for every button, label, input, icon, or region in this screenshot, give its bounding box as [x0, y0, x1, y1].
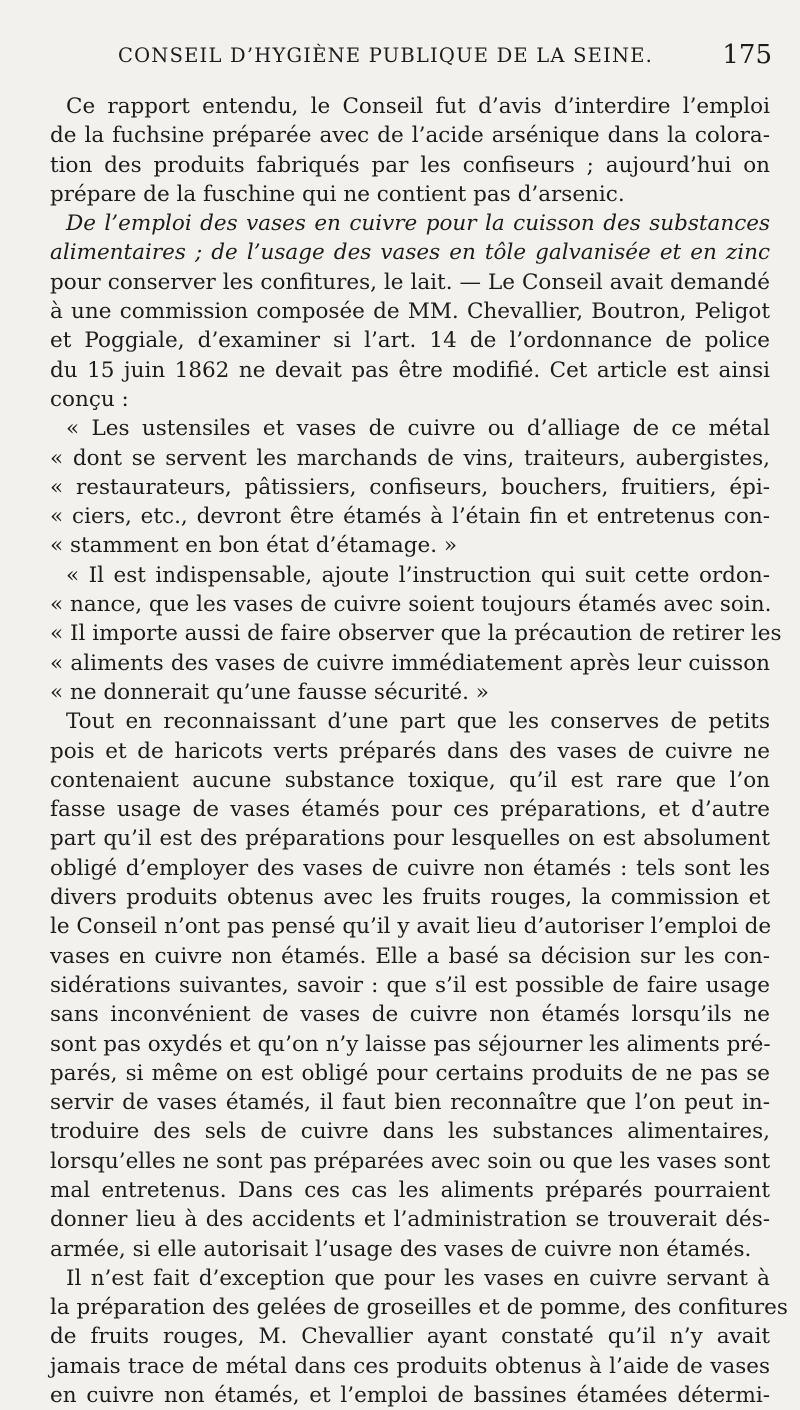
text-line: obligé d’employer des vases de cuivre non étamés : tels sont les — [50, 855, 770, 881]
page-number: 175 — [722, 40, 772, 70]
text-line: sans inconvénient de vases de cuivre non étamés lorsqu’ils ne — [50, 1002, 770, 1028]
text-line: « nance, que les vases de cuivre soient toujours étamés avec soin. — [50, 592, 772, 618]
text-line: « Les ustensiles et vases de cuivre ou d’alliage de ce métal — [66, 416, 770, 442]
text-line: en cuivre non étamés, et l’emploi de bassines étamées détermi- — [50, 1383, 770, 1409]
text-line: alimentaires ; de l’usage des vases en tôle galvanisée et en zinc — [50, 240, 770, 266]
text-line: mal entretenus. Dans ces cas les aliments préparés pourraient — [50, 1177, 770, 1203]
text-line: Il n’est fait d’exception que pour les vases en cuivre servant à — [66, 1265, 770, 1291]
text-line: « Il importe aussi de faire observer que la précaution de retirer les — [50, 621, 782, 647]
text-line: de fruits rouges, M. Chevallier ayant constaté qu’il n’y avait — [50, 1324, 770, 1350]
text-line: tion des produits fabriqués par les confiseurs ; aujourd’hui on — [50, 152, 770, 178]
text-line: le Conseil n’ont pas pensé qu’il y avait lieu d’autoriser l’emploi de — [50, 914, 772, 940]
text-line: pour conserver les confitures, le lait. — Le Conseil avait demandé — [50, 269, 770, 295]
text-line: « dont se servent les marchands de vins, traiteurs, aubergistes, — [50, 445, 770, 471]
text-line: divers produits obtenus avec les fruits rouges, la commission et — [50, 885, 770, 911]
text-line: fasse usage de vases étamés pour ces préparations, et d’autre — [50, 797, 770, 823]
running-header — [0, 38, 800, 78]
text-line: contenaient aucune substance toxique, qu’il est rare que l’on — [50, 767, 770, 793]
text-line: parés, si même on est obligé pour certains produits de ne pas se — [50, 1060, 770, 1086]
running-title: CONSEIL D’HYGIÈNE PUBLIQUE DE LA SEINE. — [118, 44, 654, 67]
text-line: « stamment en bon état d’étamage. » — [50, 533, 458, 559]
text-line: sont pas oxydés et qu’on n’y laisse pas séjourner les aliments pré- — [50, 1031, 771, 1057]
text-line: vases en cuivre non étamés. Elle a basé sa décision sur les con- — [50, 943, 770, 969]
text-line: « restaurateurs, pâtissiers, confiseurs, bouchers, fruitiers, épi- — [50, 474, 770, 500]
text-line: jamais trace de métal dans ces produits obtenus à l’aide de vases — [50, 1353, 770, 1379]
text-line: donner lieu à des accidents et l’administration se trouverait dés- — [50, 1207, 770, 1233]
text-line: lorsqu’elles ne sont pas préparées avec soin ou que les vases sont — [50, 1148, 771, 1174]
text-line: à une commission composée de MM. Chevallier, Boutron, Peligot — [50, 299, 770, 325]
text-line: « ciers, etc., devront être étamés à l’étain fin et entretenus con- — [50, 504, 770, 530]
text-line: de la fuchsine préparée avec de l’acide arsénique dans la colora- — [50, 123, 770, 149]
text-line: Tout en reconnaissant d’une part que les conserves de petits — [66, 709, 770, 735]
text-line: du 15 juin 1862 ne devait pas être modifié. Cet article est ainsi — [50, 357, 770, 383]
text-line: « ne donnerait qu’une fausse sécurité. » — [50, 679, 489, 705]
text-line: pois et de haricots verts préparés dans des vases de cuivre ne — [50, 738, 770, 764]
text-line: part qu’il est des préparations pour lesquelles on est absolument — [50, 826, 770, 852]
text-line: sidérations suivantes, savoir : que s’il est possible de faire usage — [50, 972, 770, 998]
text-line: servir de vases étamés, il faut bien reconnaître que l’on peut in- — [50, 1090, 770, 1116]
text-line: prépare de la fuschine qui ne contient pas d’arsenic. — [50, 181, 625, 207]
text-line: armée, si elle autorisait l’usage des vases de cuivre non étamés. — [50, 1236, 752, 1262]
body-text — [50, 92, 788, 1410]
text-line: troduire des sels de cuivre dans les substances alimentaires, — [50, 1119, 770, 1145]
text-line: « Il est indispensable, ajoute l’instruction qui suit cette ordon- — [66, 562, 770, 588]
text-line: Ce rapport entendu, le Conseil fut d’avis d’interdire l’emploi — [66, 94, 770, 119]
text-line: et Poggiale, d’examiner si l’art. 14 de l’ordonnance de police — [50, 328, 770, 354]
text-line: la préparation des gelées de groseilles et de pomme, des confitures — [50, 1295, 788, 1321]
text-line: De l’emploi des vases en cuivre pour la cuisson des substances — [66, 211, 770, 237]
text-line: conçu : — [50, 386, 129, 412]
text-line: « aliments des vases de cuivre immédiatement après leur cuisson — [50, 650, 770, 676]
